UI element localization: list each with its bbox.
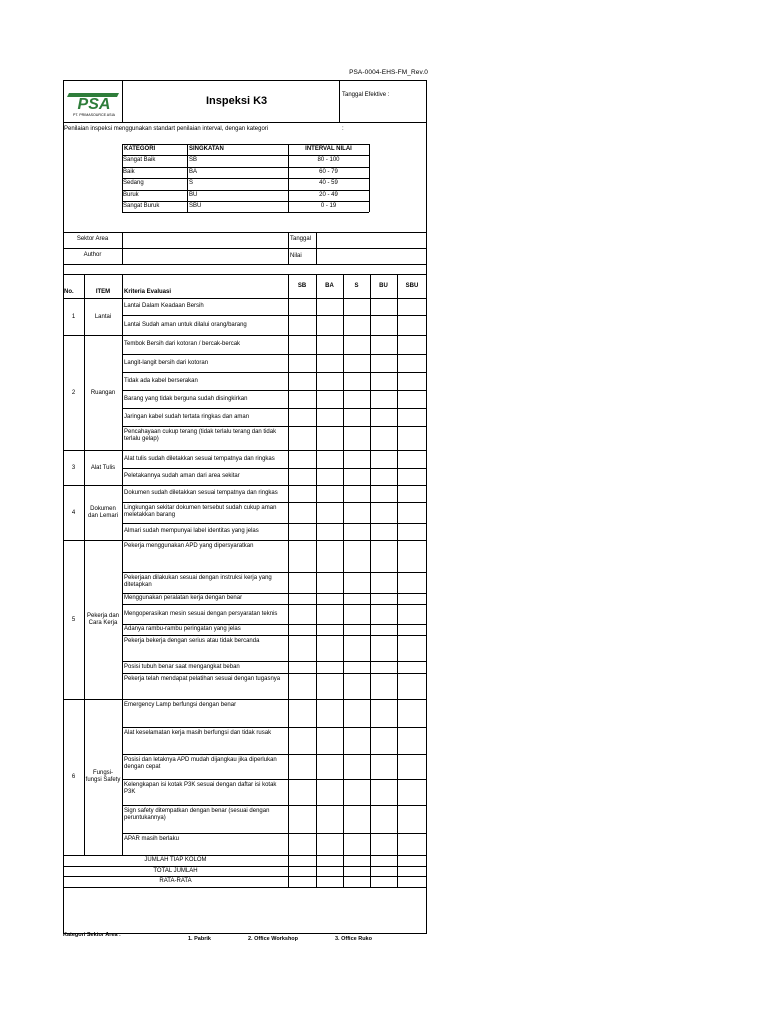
header-no: No. <box>64 289 74 295</box>
section-item: Pekerja dan Cara Kerja <box>86 612 120 626</box>
grade-cell-sb[interactable] <box>289 573 316 593</box>
grade-cell-sbu[interactable] <box>398 636 427 661</box>
criteria-text: Posisi tubuh benar saat mengangkat beban <box>124 663 240 670</box>
grade-cell-ba[interactable] <box>317 662 343 673</box>
grade-cell-ba[interactable] <box>317 541 343 572</box>
grade-cell-ba[interactable] <box>317 355 343 372</box>
grade-cell-s[interactable] <box>344 728 370 754</box>
inspection-form-sheet <box>63 80 427 934</box>
grade-cell-sb[interactable] <box>289 780 316 805</box>
grade-cell-bu[interactable] <box>371 625 397 635</box>
section-item: Dokumen dan Lemari <box>87 505 119 519</box>
footer-item-2: 2. Office Workshop <box>248 936 299 942</box>
grade-cell-bu[interactable] <box>371 409 397 426</box>
grade-cell-sb[interactable] <box>289 451 316 468</box>
grade-cell-ba[interactable] <box>317 503 343 523</box>
grade-cell-ba[interactable] <box>317 636 343 661</box>
total-cell-bu[interactable] <box>371 877 397 887</box>
criteria-text: Tidak ada kabel berserakan <box>124 377 198 384</box>
grade-cell-sb[interactable] <box>289 806 316 833</box>
grade-cell-s[interactable] <box>344 806 370 833</box>
grade-cell-sbu[interactable] <box>398 299 427 315</box>
criteria-text: Tembok Bersih dari kotoran / bercak-bercak <box>124 341 241 347</box>
grade-cell-bu[interactable] <box>371 573 397 593</box>
cat-interval-cell: 20 - 49 <box>319 191 338 198</box>
section-number: 5 <box>71 616 76 623</box>
grade-cell-sbu[interactable] <box>398 427 427 450</box>
criteria-text: Pencahayaan cukup terang (tidak terlalu terang dan tidak terlalu gelap) <box>124 429 277 442</box>
grade-cell-sb[interactable] <box>289 391 316 408</box>
criteria-text: Langit-langit bersih dari kotoran <box>124 359 209 366</box>
grade-cell-s[interactable] <box>344 503 370 523</box>
section-number: 4 <box>71 509 76 516</box>
grade-cell-bu[interactable] <box>371 486 397 502</box>
sektor-area-label: Sektor Area <box>76 236 109 242</box>
section-number: 3 <box>71 464 76 471</box>
grade-cell-ba[interactable] <box>317 780 343 805</box>
grade-cell-s[interactable] <box>344 605 370 624</box>
effective-date-label: Tanggal Efektive : <box>342 92 390 98</box>
header-grade-sb: SB <box>297 283 307 289</box>
grade-cell-s[interactable] <box>344 427 370 450</box>
section-number: 2 <box>71 389 76 396</box>
grade-cell-sb[interactable] <box>289 469 316 485</box>
grade-cell-sb[interactable] <box>289 605 316 624</box>
grade-cell-bu[interactable] <box>371 700 397 727</box>
cat-singkatan-cell: SBU <box>189 203 202 209</box>
header-item: ITEM <box>95 289 111 295</box>
grade-cell-bu[interactable] <box>371 541 397 572</box>
grade-cell-sb[interactable] <box>289 409 316 426</box>
logo-company-text: PT. PRIMASOURCE ASIA <box>73 113 115 117</box>
grade-cell-sbu[interactable] <box>398 316 427 335</box>
cat-interval-cell: 80 - 100 <box>317 157 340 164</box>
grade-cell-ba[interactable] <box>317 834 343 855</box>
company-logo <box>67 89 121 117</box>
total-cell-sbu[interactable] <box>398 867 427 877</box>
grade-cell-sbu[interactable] <box>398 336 427 354</box>
criteria-text: Jaringan kabel sudah tertata ringkas dan aman <box>124 413 250 420</box>
grade-cell-bu[interactable] <box>371 391 397 408</box>
author-field[interactable] <box>123 249 288 263</box>
grade-cell-ba[interactable] <box>317 728 343 754</box>
total-cell-ba[interactable] <box>317 856 343 866</box>
footer-kategori-label: Kategori Sektor Area : <box>63 932 121 938</box>
grade-cell-sbu[interactable] <box>398 391 427 408</box>
header-grade-sbu: SBU <box>405 283 419 289</box>
grade-cell-sb[interactable] <box>289 299 316 315</box>
grade-cell-sbu[interactable] <box>398 662 427 673</box>
grade-cell-ba[interactable] <box>317 391 343 408</box>
grade-cell-sb[interactable] <box>289 486 316 502</box>
total-cell-sb[interactable] <box>289 867 316 877</box>
grade-cell-sbu[interactable] <box>398 834 427 855</box>
grade-cell-s[interactable] <box>344 469 370 485</box>
grade-cell-sb[interactable] <box>289 524 316 540</box>
footer-item-3: 3. Office Ruko <box>335 936 372 942</box>
criteria-text: Kelengkapan isi kotak P3K sesuai dengan daftar isi kotak P3K <box>124 782 277 795</box>
grade-cell-s[interactable] <box>344 391 370 408</box>
section-number: 1 <box>71 313 76 320</box>
grade-cell-ba[interactable] <box>317 755 343 779</box>
grade-cell-sbu[interactable] <box>398 355 427 372</box>
grade-cell-ba[interactable] <box>317 336 343 354</box>
grade-cell-sb[interactable] <box>289 541 316 572</box>
total-cell-bu[interactable] <box>371 867 397 877</box>
grade-cell-s[interactable] <box>344 524 370 540</box>
section-item: Fungsi-fungsi Safety <box>85 770 121 783</box>
grade-cell-sb[interactable] <box>289 636 316 661</box>
grade-cell-sbu[interactable] <box>398 755 427 779</box>
grade-cell-s[interactable] <box>344 780 370 805</box>
grade-cell-sbu[interactable] <box>398 625 427 635</box>
grade-cell-ba[interactable] <box>317 469 343 485</box>
grade-cell-ba[interactable] <box>317 451 343 468</box>
tanggal-field[interactable] <box>317 233 426 247</box>
grade-cell-sbu[interactable] <box>398 451 427 468</box>
total-row-label: JUMLAH TIAP KOLOM <box>144 857 207 863</box>
criteria-text: Pekerja bekerja dengan serius atau tidak bercanda <box>124 638 260 644</box>
grade-cell-s[interactable] <box>344 486 370 502</box>
grade-cell-sbu[interactable] <box>398 373 427 390</box>
grade-cell-sbu[interactable] <box>398 524 427 540</box>
section-item: Ruangan <box>90 389 116 396</box>
total-cell-ba[interactable] <box>317 877 343 887</box>
cat-singkatan-cell: SB <box>189 157 198 164</box>
grade-cell-bu[interactable] <box>371 780 397 805</box>
cat-interval-cell: 0 - 19 <box>320 203 337 209</box>
grade-cell-s[interactable] <box>344 636 370 661</box>
grade-cell-ba[interactable] <box>317 700 343 727</box>
total-cell-s[interactable] <box>344 867 370 877</box>
intro-colon: : <box>342 126 344 132</box>
criteria-text: Pekerja menggunakan APD yang dipersyaratkan <box>124 543 254 549</box>
grade-cell-ba[interactable] <box>317 674 343 699</box>
criteria-text: Alat keselamatan kerja masih berfungsi dan tidak rusak <box>124 730 272 736</box>
grade-cell-sbu[interactable] <box>398 469 427 485</box>
criteria-text: APAR masih berlaku <box>124 836 179 842</box>
grade-cell-s[interactable] <box>344 625 370 635</box>
grade-cell-s[interactable] <box>344 594 370 604</box>
grade-cell-ba[interactable] <box>317 409 343 426</box>
cat-kategori-cell: Baik <box>123 168 135 175</box>
grade-cell-sb[interactable] <box>289 662 316 673</box>
grade-cell-bu[interactable] <box>371 674 397 699</box>
total-cell-bu[interactable] <box>371 856 397 866</box>
grade-cell-ba[interactable] <box>317 486 343 502</box>
cat-kategori-cell: Sedang <box>123 180 144 187</box>
grade-cell-s[interactable] <box>344 316 370 335</box>
cat-header-interval: INTERVAL NILAI <box>305 146 352 152</box>
grade-cell-sbu[interactable] <box>398 605 427 624</box>
grade-cell-bu[interactable] <box>371 469 397 485</box>
criteria-text: Lingkungan sekitar dokumen tersebut sudah cukup aman meletakkan barang <box>124 505 277 518</box>
grade-cell-s[interactable] <box>344 674 370 699</box>
grade-cell-sbu[interactable] <box>398 780 427 805</box>
grade-cell-bu[interactable] <box>371 728 397 754</box>
criteria-text: Barang yang tidak berguna sudah disingkirkan <box>124 395 248 402</box>
grade-cell-bu[interactable] <box>371 834 397 855</box>
grade-cell-s[interactable] <box>344 299 370 315</box>
grade-cell-s[interactable] <box>344 355 370 372</box>
sektor-area-field[interactable] <box>123 233 288 247</box>
grade-cell-ba[interactable] <box>317 625 343 635</box>
grade-cell-bu[interactable] <box>371 503 397 523</box>
grade-cell-s[interactable] <box>344 834 370 855</box>
grade-cell-sb[interactable] <box>289 373 316 390</box>
logo-brand-text: PSA <box>77 96 111 113</box>
grade-cell-s[interactable] <box>344 755 370 779</box>
grade-cell-sb[interactable] <box>289 700 316 727</box>
cat-singkatan-cell: S <box>189 180 194 187</box>
grade-cell-ba[interactable] <box>317 524 343 540</box>
grade-cell-sb[interactable] <box>289 336 316 354</box>
grade-cell-ba[interactable] <box>317 573 343 593</box>
nilai-field[interactable] <box>317 249 426 263</box>
grade-cell-ba[interactable] <box>317 316 343 335</box>
grade-cell-sb[interactable] <box>289 674 316 699</box>
cat-singkatan-cell: BU <box>189 191 198 198</box>
total-row-label: TOTAL JUMLAH <box>153 867 198 874</box>
grade-cell-ba[interactable] <box>317 605 343 624</box>
grade-cell-sbu[interactable] <box>398 700 427 727</box>
grade-cell-s[interactable] <box>344 541 370 572</box>
form-title: Inspeksi K3 <box>206 95 268 107</box>
criteria-text: Dokumen sudah diletakkan sesuai tempatnya dan ringkas <box>124 490 278 496</box>
total-row-label: RATA-RATA <box>159 878 192 884</box>
grade-cell-sb[interactable] <box>289 316 316 335</box>
grade-cell-sbu[interactable] <box>398 806 427 833</box>
grade-cell-sbu[interactable] <box>398 728 427 754</box>
grade-cell-s[interactable] <box>344 373 370 390</box>
total-cell-sb[interactable] <box>289 877 316 887</box>
criteria-text: Alat tulis sudah diletakkan sesuai tempatnya dan ringkas <box>124 455 275 462</box>
grade-cell-sbu[interactable] <box>398 573 427 593</box>
cat-kategori-cell: Buruk <box>123 191 139 198</box>
total-cell-s[interactable] <box>344 877 370 887</box>
criteria-text: Mengoperasikan mesin sesuai dengan persyaratan teknis <box>124 610 278 617</box>
total-cell-sbu[interactable] <box>398 877 427 887</box>
grade-cell-bu[interactable] <box>371 336 397 354</box>
header-grade-ba: BA <box>325 283 334 289</box>
intro-text: Penilaian inspeksi menggunakan standart penilaian interval, dengan kategori <box>64 126 269 132</box>
grade-cell-s[interactable] <box>344 409 370 426</box>
grade-cell-sb[interactable] <box>289 834 316 855</box>
grade-cell-bu[interactable] <box>371 524 397 540</box>
grade-cell-ba[interactable] <box>317 594 343 604</box>
grade-cell-bu[interactable] <box>371 605 397 624</box>
grade-cell-sb[interactable] <box>289 355 316 372</box>
grade-cell-bu[interactable] <box>371 373 397 390</box>
total-cell-ba[interactable] <box>317 867 343 877</box>
grade-cell-bu[interactable] <box>371 451 397 468</box>
grade-cell-bu[interactable] <box>371 806 397 833</box>
cat-interval-cell: 60 - 79 <box>319 168 338 175</box>
grade-cell-sbu[interactable] <box>398 486 427 502</box>
cat-kategori-cell: Sangat Baik <box>123 157 156 164</box>
grade-cell-ba[interactable] <box>317 373 343 390</box>
grade-cell-bu[interactable] <box>371 427 397 450</box>
tanggal-label: Tanggal <box>290 236 312 242</box>
header-kriteria: Kriteria Evaluasi <box>124 289 172 295</box>
grade-cell-sb[interactable] <box>289 427 316 450</box>
grade-cell-sbu[interactable] <box>398 541 427 572</box>
grade-cell-ba[interactable] <box>317 806 343 833</box>
total-cell-s[interactable] <box>344 856 370 866</box>
grade-cell-s[interactable] <box>344 451 370 468</box>
criteria-text: Sign safety ditempatkan dengan benar (sesuai dengan peruntukannya) <box>124 808 270 821</box>
criteria-text: Lantai Dalam Keadaan Bersih <box>124 303 204 309</box>
grade-cell-sb[interactable] <box>289 755 316 779</box>
header-grade-bu: BU <box>379 283 388 289</box>
grade-cell-sbu[interactable] <box>398 674 427 699</box>
grade-cell-sb[interactable] <box>289 728 316 754</box>
section-number: 6 <box>71 774 76 780</box>
cat-header-kategori: KATEGORI <box>124 146 156 152</box>
grade-cell-ba[interactable] <box>317 299 343 315</box>
grade-cell-ba[interactable] <box>317 427 343 450</box>
cat-interval-cell: 40 - 59 <box>319 180 338 187</box>
criteria-text: Emergency Lamp berfungsi dengan benar <box>124 702 237 708</box>
grade-cell-sb[interactable] <box>289 503 316 523</box>
criteria-text: Pekerjaan dilakukan sesuai dengan instruksi kerja yang ditetapkan <box>124 575 272 588</box>
grade-cell-sbu[interactable] <box>398 594 427 604</box>
criteria-text: Menggunakan peralatan kerja dengan benar <box>124 595 243 601</box>
grade-cell-bu[interactable] <box>371 636 397 661</box>
section-item: Lantai <box>94 313 112 320</box>
section-item: Alat Tulis <box>90 464 116 471</box>
grade-cell-s[interactable] <box>344 662 370 673</box>
author-label: Author <box>83 252 102 258</box>
criteria-text: Lantai Sudah aman untuk dilalui orang/barang <box>124 321 247 328</box>
grade-cell-bu[interactable] <box>371 299 397 315</box>
grade-cell-bu[interactable] <box>371 355 397 372</box>
cat-kategori-cell: Sangat Buruk <box>123 203 160 209</box>
grade-cell-s[interactable] <box>344 573 370 593</box>
criteria-text: Almari sudah mempunyai label identitas yang jelas <box>124 528 259 534</box>
footer-item-1: 1. Pabrik <box>188 936 211 942</box>
grade-cell-s[interactable] <box>344 700 370 727</box>
grade-cell-bu[interactable] <box>371 755 397 779</box>
cat-singkatan-cell: BA <box>189 168 198 175</box>
criteria-text: Peletakannya sudah aman dari area sekitar <box>124 473 240 479</box>
total-cell-sbu[interactable] <box>398 856 427 866</box>
criteria-text: Adanya rambu-rambu peringatan yang jelas <box>124 626 241 632</box>
grade-cell-bu[interactable] <box>371 316 397 335</box>
grade-cell-sb[interactable] <box>289 625 316 635</box>
grade-cell-bu[interactable] <box>371 594 397 604</box>
grade-cell-sb[interactable] <box>289 594 316 604</box>
total-cell-sb[interactable] <box>289 856 316 866</box>
grade-cell-sbu[interactable] <box>398 409 427 426</box>
grade-cell-s[interactable] <box>344 336 370 354</box>
grade-cell-sbu[interactable] <box>398 503 427 523</box>
header-grade-s: S <box>354 283 359 289</box>
grade-cell-bu[interactable] <box>371 662 397 673</box>
document-code: PSA-0004-EHS-FM_Rev.0 <box>349 69 428 76</box>
criteria-text: Pekerja telah mendapat pelatihan sesuai dengan tugasnya <box>124 676 281 682</box>
nilai-label: Nilai <box>290 253 302 259</box>
criteria-text: Posisi dan letaknya APD mudah dijangkau jika diperlukan dengan cepat <box>124 757 277 770</box>
cat-header-singkatan: SINGKATAN <box>189 146 224 152</box>
